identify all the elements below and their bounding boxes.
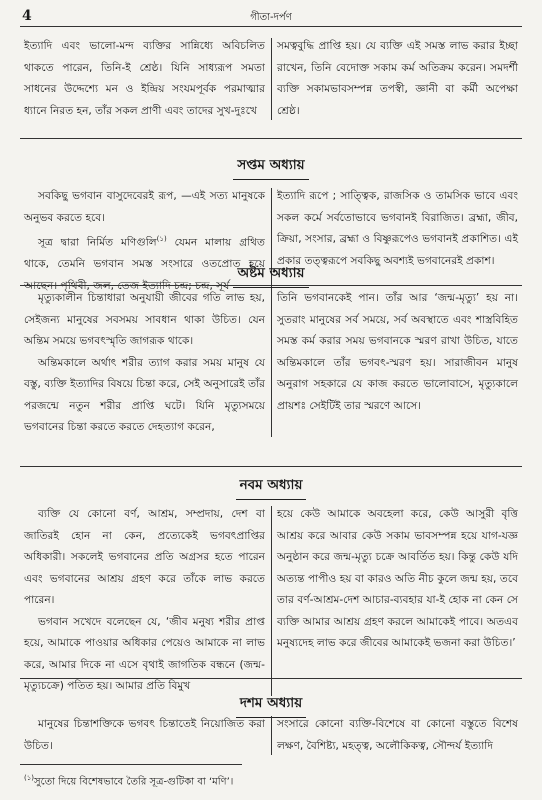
- page-header: [20, 10, 522, 27]
- footnote-rule: [20, 764, 242, 765]
- paragraph-text: যেমন মালায় গ্রথিত থাকে, তেমনি ভগবান সমস্ত সংসারে ওতপ্রোত হয়ে আছেন। পৃথিবী, জল, তেজ ইত্যাদি চন্দ্র; চন্দ্র, সূর্য: [24, 236, 265, 292]
- paragraph: হয়ে কেউ আমাকে অবহেলা করে, কেউ আসুরী বৃত্তি আশ্রয় করে আবার কেউ সকাম ভাবসম্পন্ন হয়ে যাগ-যজ্ঞ অনুষ্ঠান করে জন্ম-মৃত্যু চক্রে আবর্তিত হয়। কিন্তু কেউ যদি অত্যন্ত পাপীও হয় বা কারও অতি নীচ কুলে জন্ম হয়, তবে তার বর্ণ-আশ্রম-দেশ আচার-ব্যবহার যা-ই হোক না কেন সে ব্যক্তি আমার আশ্রয় গ্রহণ করলে আমাকেই পাবে। অতএব মনুষ্যদেহ লাভ করে জীবের আমাকেই ভজনা করা উচিত।’: [277, 508, 518, 649]
- section-rule: [20, 138, 522, 139]
- paragraph: ইত্যাদি রূপে ; সাত্ত্বিক, রাজসিক ও তামসিক ভাবে এবং সকল কর্মে সর্বতোভাবে ভগবানই বিরাজিত। ব্রহ্মা, জীব, ক্রিয়া, সংসার, ব্রহ্মা ও বিষ্ণুরূপেও ভগবানই প্রকাশিত। এই প্রকার তত্ত্বরূপে সবকিছু অবশ্যই ভগবানেরই প্রকাশ।: [277, 190, 518, 267]
- intro-left-column: [24, 36, 271, 122]
- column-divider: [271, 506, 272, 696]
- column-divider: [271, 716, 272, 755]
- chapter-heading: [24, 154, 518, 180]
- footnote-mark: (১): [24, 774, 35, 782]
- section-rule: [20, 678, 522, 679]
- paragraph: ইত্যাদি এবং ভালো-মন্দ ব্যক্তির সান্নিধ্যে অবিচলিত থাকতে পারেন, তিনি-ই শ্রেষ্ঠ। যিনি সাধ্যরূপ সমতা সাধনের উদ্দেশ্যে মন ও ইন্দ্রিয় সংযমপূর্বক পরমাত্মার ধ্যানে নিরত হন, তাঁর সকল প্রাণী এবং তাদের সুখ-দুঃখে: [24, 40, 265, 117]
- footnote-mark: (১): [156, 235, 167, 243]
- intro-section: [24, 36, 518, 122]
- paragraph: ব্যক্তি যে কোনো বর্ণ, আশ্রম, সম্প্রদায়, দেশ বা জাতিরই হোন না কেন, প্রত্যেকেই ভগবৎপ্রাপ্তির অধিকারী। সকলেই ভগবানের প্রতি অগ্রসর হতে পারেন এবং ভগবানের আশ্রয় গ্রহণ করে তাঁকে লাভ করতে পারেন।: [24, 508, 265, 606]
- chapter-heading: [24, 262, 518, 288]
- footnote: [24, 772, 233, 791]
- chapter-title: দশম অধ্যায়: [236, 692, 306, 718]
- ch10-left-column: [24, 714, 271, 757]
- chapter-title: সপ্তম অধ্যায়: [233, 154, 308, 180]
- chapter-title: নবম অধ্যায়: [236, 474, 307, 500]
- chapter-10-section: [24, 714, 518, 757]
- paragraph: সবকিছু ভগবান বাসুদেবেরই রূপ, —এই সত্য মানুষকে অনুভব করতে হবে।: [24, 190, 265, 224]
- paragraph-text: সূত্র দ্বারা নির্মিত মণিগুলি: [38, 236, 157, 249]
- paragraph: সমত্ববুদ্ধি প্রাপ্তি হয়। যে ব্যক্তি এই সমস্ত লাভ করার ইচ্ছা রাখেন, তিনি বেদোক্ত সকাম কর্ম অতিক্রম করেন। সমদর্শী ব্যক্তি সকামভাবসম্পন্ন তপস্বী, জ্ঞানী বা কর্মী অপেক্ষা শ্রেষ্ঠ।: [277, 40, 518, 117]
- footnote-text: সুতো দিয়ে বিশেষভাবে তৈরি সূত্র-গুটিকা বা ‘মণি’।: [34, 776, 234, 788]
- intro-right-column: [271, 36, 518, 122]
- chapter-title: অষ্টম অধ্যায়: [233, 262, 308, 288]
- paragraph: সংসারে কোনো ব্যক্তি-বিশেষে বা কোনো বস্তুতে বিশেষ লক্ষণ, বৈশিষ্ট্য, মহত্ত্ব, অলৌকিকত্ব, সৌন্দর্য ইত্যাদি: [277, 718, 518, 752]
- ch9-left-column: [24, 504, 271, 698]
- paragraph: মানুষের চিন্তাশক্তিকে ভগবৎ চিন্তাতেই নিয়োজিত করা উচিত।: [24, 718, 265, 752]
- ch9-right-column: [271, 504, 518, 698]
- running-title: গীতা-দর্পণ: [250, 12, 292, 23]
- paragraph: অন্তিমকালে অর্থাৎ শরীর ত্যাগ করার সময় মানুষ যে বস্তু, ব্যক্তি ইত্যাদির বিষয়ে চিন্তা করে, সেই অনুসারেই তাঁর পরজন্মে নতুন শরীর প্রাপ্তি ঘটে। যিনি মৃত্যুসময়ে ভগবানের চিন্তা করতে করতে দেহত্যাগ করেন,: [24, 356, 265, 433]
- page-number: 4: [22, 8, 32, 24]
- ch8-left-column: [24, 288, 271, 439]
- chapter-8-section: [24, 288, 518, 439]
- paragraph: মৃত্যুকালীন চিন্তাধারা অনুযায়ী জীবের গতি লাভ হয়, সেইজন্য মানুষের সবসময় সাবধান থাকা উচিত। যেন অন্তিম সময়ে ভগবৎস্মৃতি জাগরূক থাকে।: [24, 292, 265, 347]
- ch8-right-column: [271, 288, 518, 439]
- chapter-heading: [24, 474, 518, 500]
- section-rule: [20, 466, 522, 467]
- chapter-9-section: [24, 504, 518, 698]
- paragraph: তিনি ভগবানকেই পান। তাঁর আর ‘জন্ম-মৃত্যু’ হয় না। সুতরাং মানুষের সর্ব সময়ে, সর্ব অবস্থাতে এবং শাস্ত্রবিহিত সমস্ত কর্ম করার সময় ভগবানকে স্মরণ রাখা উচিত, যাতে অন্তিমকালে তাঁর ভগবৎ-স্মরণ হয়। সারাজীবন মানুষ অনুরাগ সহকারে যে কাজ করতে ভালোবাসে, মৃত্যুকালে প্রায়শঃ সেইটিই তার স্মরণে আসে।: [277, 292, 518, 412]
- column-divider: [271, 290, 272, 437]
- ch10-right-column: [271, 714, 518, 757]
- column-divider: [271, 38, 272, 120]
- paragraph: ভগবান সখেদে বলেছেন যে, ‘জীব মনুষ্য শরীর প্রাপ্ত হয়ে, আমাকে পাওয়ার অধিকার পেয়েও আমাকে না লাভ করে, আমার দিকে না এসে বৃথাই জাগতিক বন্ধনে (জন্ম-মৃত্যুচক্রে) পতিত হয়। আমার প্রতি বিমুখ: [24, 615, 265, 692]
